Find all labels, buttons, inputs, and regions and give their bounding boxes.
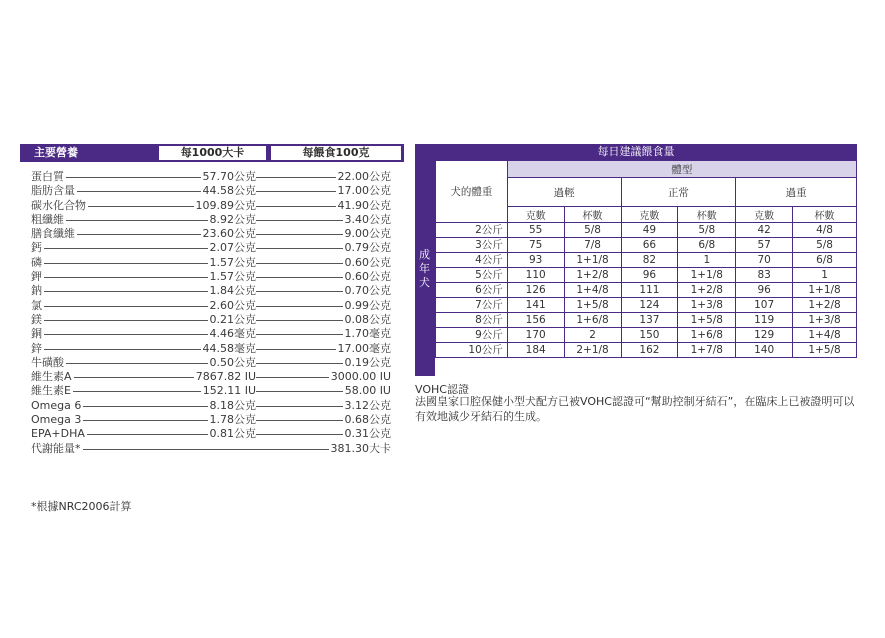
group-normal: 正常	[621, 178, 736, 207]
feeding-rows	[436, 223, 857, 358]
table-cell: 1+5/8	[564, 298, 621, 313]
table-cell: 111	[621, 283, 678, 298]
nutrient-row	[31, 313, 391, 327]
value-per-100g: 0.99公克	[344, 298, 391, 312]
nutrient-row	[31, 213, 391, 227]
table-cell: 1	[793, 268, 857, 283]
sub-grams: 克數	[736, 207, 793, 223]
nutrient-row	[31, 299, 391, 313]
table-cell: 110	[507, 268, 564, 283]
table-row	[436, 343, 857, 358]
table-row	[436, 253, 857, 268]
table-cell: 1+1/8	[793, 283, 857, 298]
sub-grams: 克數	[621, 207, 678, 223]
nutrient-name: 鎂	[31, 312, 42, 326]
table-cell: 170	[507, 328, 564, 343]
value-per-100g: 3.12公克	[344, 398, 391, 412]
table-cell: 1+2/8	[564, 268, 621, 283]
nutrient-name: 粗纖維	[31, 212, 64, 226]
adult-dog-label	[415, 160, 435, 376]
value-per-100g: 9.00公克	[344, 227, 391, 241]
table-cell: 70	[736, 253, 793, 268]
nutrient-name: 維生素E	[31, 384, 71, 398]
table-cell: 1+3/8	[678, 298, 736, 313]
body-type-header: 體型	[507, 161, 856, 178]
table-cell: 75	[507, 238, 564, 253]
nutrient-name: 牛磺酸	[31, 355, 64, 369]
sub-cups: 杯數	[678, 207, 736, 223]
dog-weight-header: 犬的體重	[436, 161, 508, 223]
value-per-1000kcal: 4.46毫克	[209, 327, 256, 341]
sub-grams: 克數	[507, 207, 564, 223]
value-per-100g: 1.70毫克	[344, 327, 391, 341]
value-per-100g: 0.70公克	[344, 284, 391, 298]
value-per-1000kcal: 1.57公克	[209, 270, 256, 284]
nutrient-row	[31, 284, 391, 298]
table-cell: 107	[736, 298, 793, 313]
nutrient-row	[31, 184, 391, 198]
value-per-1000kcal: 44.58毫克	[202, 341, 256, 355]
table-row	[436, 328, 857, 343]
side-char-2: 年	[419, 262, 430, 275]
value-per-1000kcal: 44.58公克	[202, 184, 256, 198]
table-cell: 1+1/8	[564, 253, 621, 268]
value-per-100g: 0.68公克	[344, 413, 391, 427]
nutrient-row	[31, 370, 391, 384]
sub-cups: 杯數	[564, 207, 621, 223]
table-cell: 4/8	[793, 223, 857, 238]
nutrition-header-label: 主要營養	[34, 146, 78, 159]
weight-cell: 5公斤	[436, 268, 508, 283]
table-cell: 141	[507, 298, 564, 313]
table-cell: 5/8	[564, 223, 621, 238]
table-cell: 5/8	[793, 238, 857, 253]
table-cell: 2+1/8	[564, 343, 621, 358]
table-cell: 96	[736, 283, 793, 298]
table-cell: 119	[736, 313, 793, 328]
footnote: *根據NRC2006計算	[31, 500, 132, 513]
value-per-100g: 0.60公克	[344, 270, 391, 284]
table-cell: 1+5/8	[793, 343, 857, 358]
value-per-100g: 0.60公克	[344, 255, 391, 269]
table-row	[436, 313, 857, 328]
feeding-title: 每日建議餵食量	[415, 144, 857, 160]
value-per-100g: 0.31公克	[344, 427, 391, 441]
value-per-1000kcal: 0.81公克	[209, 427, 256, 441]
sub-cups: 杯數	[793, 207, 857, 223]
table-cell: 6/8	[678, 238, 736, 253]
nutrient-row	[31, 327, 391, 341]
feeding-table	[435, 160, 857, 358]
table-cell: 2	[564, 328, 621, 343]
value-per-1000kcal: 57.70公克	[202, 170, 256, 183]
nutrient-name: 代謝能量*	[31, 441, 81, 455]
value-per-1000kcal: 8.18公克	[209, 398, 256, 412]
group-underweight: 過輕	[507, 178, 621, 207]
table-cell: 129	[736, 328, 793, 343]
table-cell: 5/8	[678, 223, 736, 238]
side-char-3: 犬	[419, 276, 430, 289]
value-per-1000kcal: 1.78公克	[209, 413, 256, 427]
nutrient-name: 磷	[31, 255, 42, 269]
value-per-1000kcal: 1.57公克	[209, 255, 256, 269]
nutrient-name: Omega 6	[31, 398, 82, 412]
nutrient-name: 銅	[31, 327, 42, 341]
table-cell: 83	[736, 268, 793, 283]
table-cell: 55	[507, 223, 564, 238]
table-cell: 66	[621, 238, 678, 253]
per-1000kcal-header: 每1000大卡	[159, 146, 266, 160]
nutrient-name: 維生素A	[31, 370, 72, 384]
table-row	[436, 223, 857, 238]
table-cell: 140	[736, 343, 793, 358]
nutrient-row	[31, 342, 391, 356]
table-cell: 1+1/8	[678, 268, 736, 283]
nutrient-name: 脂肪含量	[31, 184, 75, 198]
weight-cell: 3公斤	[436, 238, 508, 253]
nutrient-row	[31, 241, 391, 255]
nutrient-row	[31, 356, 391, 370]
nutrient-name: 鋅	[31, 341, 42, 355]
value-per-100g: 41.90公克	[337, 198, 391, 212]
value-per-1000kcal: 1.84公克	[209, 284, 256, 298]
nutrition-list	[31, 170, 391, 456]
nutrient-name: 鉀	[31, 270, 42, 284]
value-per-1000kcal: 109.89公克	[195, 198, 256, 212]
vohc-title: VOHC認證	[415, 383, 469, 396]
table-row	[436, 298, 857, 313]
nutrient-name: EPA+DHA	[31, 427, 85, 441]
weight-cell: 6公斤	[436, 283, 508, 298]
value-per-100g: 17.00公克	[337, 184, 391, 198]
nutrient-row	[31, 270, 391, 284]
table-cell: 1+2/8	[678, 283, 736, 298]
value-per-100g: 0.19公克	[344, 355, 391, 369]
value-per-100g: 0.08公克	[344, 312, 391, 326]
nutrient-row	[31, 256, 391, 270]
weight-cell: 4公斤	[436, 253, 508, 268]
value-per-1000kcal: 152.11 IU	[202, 384, 256, 398]
weight-cell: 8公斤	[436, 313, 508, 328]
table-row	[436, 283, 857, 298]
value-per-100g: 17.00毫克	[337, 341, 391, 355]
value-per-100g: 3.40公克	[344, 212, 391, 226]
per-100g-header: 每餵食100克	[271, 146, 401, 160]
weight-cell: 2公斤	[436, 223, 508, 238]
value-per-1000kcal: 0.50公克	[209, 355, 256, 369]
nutrient-name: Omega 3	[31, 413, 82, 427]
nutrient-row	[31, 427, 391, 441]
nutrient-name: 膳食纖維	[31, 227, 75, 241]
value-per-1000kcal: 0.21公克	[209, 312, 256, 326]
table-cell: 49	[621, 223, 678, 238]
nutrient-row	[31, 227, 391, 241]
nutrient-row	[31, 170, 391, 184]
table-cell: 162	[621, 343, 678, 358]
table-cell: 184	[507, 343, 564, 358]
nutrient-name: 氯	[31, 298, 42, 312]
nutrient-name: 碳水化合物	[31, 198, 86, 212]
nutrient-row	[31, 442, 391, 456]
nutrition-header	[20, 144, 404, 162]
table-cell: 1+4/8	[564, 283, 621, 298]
value-per-1000kcal: 8.92公克	[209, 212, 256, 226]
table-cell: 156	[507, 313, 564, 328]
table-cell: 150	[621, 328, 678, 343]
nutrient-name: 蛋白質	[31, 170, 64, 183]
table-cell: 1+3/8	[793, 313, 857, 328]
vohc-description: 法國皇家口腔保健小型犬配方已被VOHC認證可“幫助控制牙結石”，在臨床上已被證明可以有效地減少牙結石的生成。	[415, 395, 855, 423]
table-cell: 1+2/8	[793, 298, 857, 313]
nutrient-row	[31, 199, 391, 213]
value-per-100g: 3000.00 IU	[330, 370, 391, 384]
table-cell: 6/8	[793, 253, 857, 268]
value-per-1000kcal: 2.07公克	[209, 241, 256, 255]
table-cell: 1	[678, 253, 736, 268]
weight-cell: 10公斤	[436, 343, 508, 358]
feeding-guide	[415, 144, 857, 356]
table-cell: 124	[621, 298, 678, 313]
value-per-1000kcal: 7867.82 IU	[195, 370, 256, 384]
value-per-100g: 58.00 IU	[344, 384, 391, 398]
value-per-1000kcal: 23.60公克	[202, 227, 256, 241]
table-cell: 93	[507, 253, 564, 268]
value-per-1000kcal: 2.60公克	[209, 298, 256, 312]
table-cell: 1+5/8	[678, 313, 736, 328]
table-cell: 82	[621, 253, 678, 268]
value-per-100g: 381.30大卡	[330, 441, 391, 455]
nutrient-row	[31, 413, 391, 427]
nutrient-row	[31, 399, 391, 413]
table-cell: 1+6/8	[678, 328, 736, 343]
value-per-100g: 0.79公克	[344, 241, 391, 255]
value-per-100g: 22.00公克	[337, 170, 391, 183]
group-overweight: 過重	[736, 178, 857, 207]
table-cell: 7/8	[564, 238, 621, 253]
table-cell: 96	[621, 268, 678, 283]
table-cell: 137	[621, 313, 678, 328]
nutrient-name: 鈣	[31, 241, 42, 255]
table-cell: 57	[736, 238, 793, 253]
weight-cell: 7公斤	[436, 298, 508, 313]
table-cell: 42	[736, 223, 793, 238]
nutrient-row	[31, 384, 391, 398]
weight-cell: 9公斤	[436, 328, 508, 343]
side-char-1: 成	[419, 248, 430, 261]
nutrient-name: 鈉	[31, 284, 42, 298]
table-cell: 1+6/8	[564, 313, 621, 328]
table-row	[436, 268, 857, 283]
table-cell: 1+7/8	[678, 343, 736, 358]
table-cell: 1+4/8	[793, 328, 857, 343]
table-row	[436, 238, 857, 253]
table-cell: 126	[507, 283, 564, 298]
